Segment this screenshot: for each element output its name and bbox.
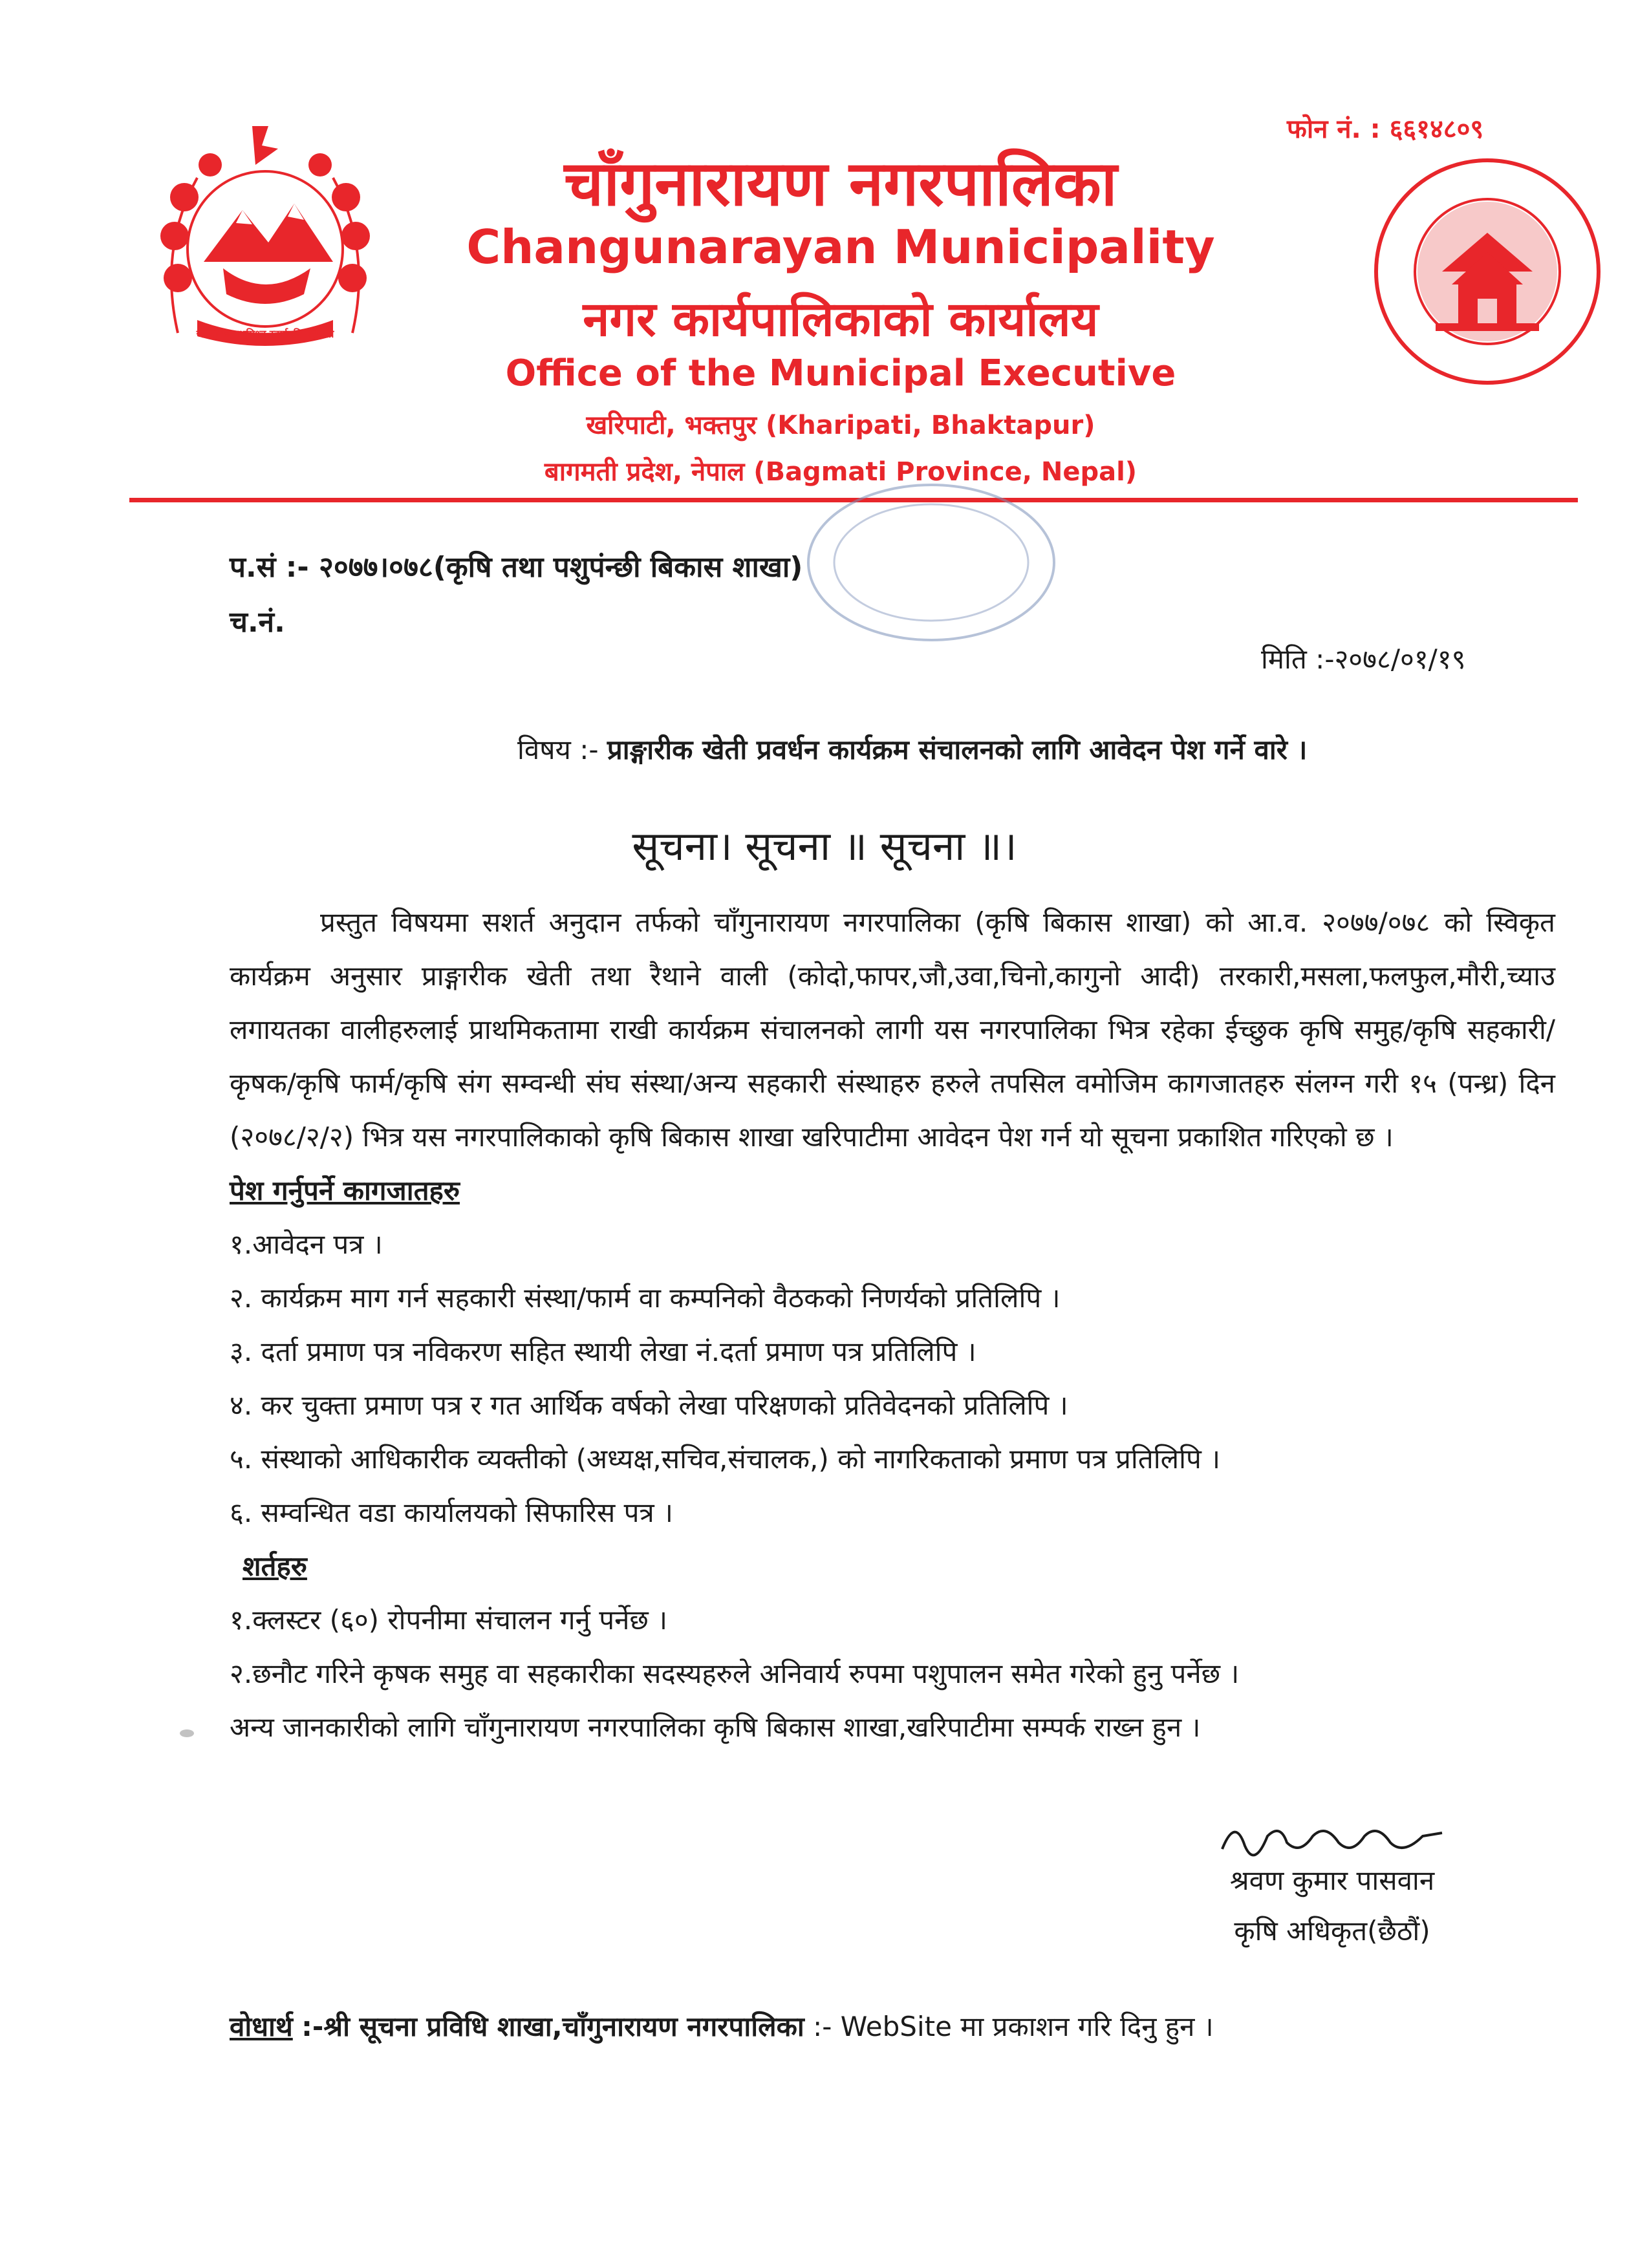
signatory-name: श्रवण कुमार पासवान xyxy=(1229,1865,1435,1896)
letter-body xyxy=(230,895,1555,1754)
body-text: प्रस्तुत विषयमा सशर्त अनुदान तर्फको चाँगुनारायण नगरपालिका (कृषि बिकास शाखा) को आ.व. २०७७/०७८ को स्विकृत कार्यक्रम अनुसार प्राङ्गारीक खेती तथा रैथाने वाली (कोदो,फापर,जौ,उवा,चिनो,कागुनो आदी) तरकारी,मसला,फलफुल,मौरी,च्याउ लगायतका वालीहरुलाई प्राथमिकतामा राखी कार्यक्रम संचालनको लागी यस नगरपालिका भित्र रहेका ईच्छुक कृषि समुह/कृषि सहकारी/कृषक/कृषि फार्म/कृषि संग सम्वन्धी संघ संस्था/अन्य सहकारी संस्थाहरु हरुले तपसिल वमोजिम कागजातहरु संलग्न गरी १५ (पन्ध्र) दिन (२०७८/२/२) भित्र यस नगरपालिकाको कृषि बिकास शाखा खरिपाटीमा आवेदन पेश गर्न यो सूचना प्रकाशित गरिएको छ । xyxy=(230,906,1555,1153)
footer-label: वोधार्थ xyxy=(230,2011,293,2042)
dispatch-number: च.नं. xyxy=(230,606,285,639)
address-2-en: (Bagmati Province, Nepal) xyxy=(753,457,1137,487)
footer-recipient: :-श्री सूचना प्रविधि शाखा,चाँगुनारायण नगरपालिका xyxy=(301,2011,804,2042)
seal-text xyxy=(1377,162,1597,381)
document-item: ६. सम्वन्धित वडा कार्यालयको सिफारिस पत्र । xyxy=(230,1497,673,1528)
scan-smudge xyxy=(180,1729,194,1737)
subject-text: प्राङ्गारीक खेती प्रवर्धन कार्यक्रम संचालनको लागि आवेदन पेश गर्ने वारे । xyxy=(607,734,1308,765)
subject-line xyxy=(517,731,1307,767)
condition-item: १.क्लस्टर (६०) रोपनीमा संचालन गर्नु पर्नेछ । xyxy=(230,1604,668,1636)
signature-block xyxy=(1209,1856,1455,1956)
documents-heading: पेश गर्नुपर्ने कागजातहरु xyxy=(230,1175,460,1206)
municipality-name-en: Changunarayan Municipality xyxy=(466,220,1215,274)
emblem-motto: जननी जन्मभूमिश्च स्वर्गादपि गरीयसी xyxy=(196,328,334,340)
address-line-1 xyxy=(388,406,1293,442)
footer-note: :- WebSite मा प्रकाशन गरि दिनु हुन । xyxy=(813,2011,1214,2042)
office-stamp xyxy=(802,478,1061,647)
office-name-en: Office of the Municipal Executive xyxy=(505,352,1176,394)
document-item: ४. कर चुक्ता प्रमाण पत्र र गत आर्थिक वर्षको लेखा परिक्षणको प्रतिवेदनको प्रतिलिपि । xyxy=(230,1389,1068,1421)
phone-number: फोन नं. : ६६१४८०९ xyxy=(1287,114,1484,144)
conditions-heading: शर्तहरु xyxy=(242,1550,307,1582)
document-item: ३. दर्ता प्रमाण पत्र नविकरण सहित स्थायी लेखा नं.दर्ता प्रमाण पत्र प्रतिलिपि । xyxy=(230,1336,976,1367)
signatory-title: कृषि अधिकृत(छैठौं) xyxy=(1234,1915,1430,1947)
document-item: ५. संस्थाको आधिकारीक व्यक्तीको (अध्यक्ष,सचिव,संचालक,) को नागरिकताको प्रमाण पत्र प्रतिलिपि । xyxy=(230,1443,1221,1475)
notice-title: सूचना। सूचना ॥ सूचना ॥। xyxy=(632,822,1017,870)
address-2-np: बागमती प्रदेश, नेपाल xyxy=(544,457,745,487)
condition-item: २.छनौट गरिने कृषक समुह वा सहकारीका सदस्यहरुले अनिवार्य रुपमा पशुपालन समेत गरेको हुनु पर्नेछ । xyxy=(230,1658,1240,1689)
letter-date: मिति :-२०७८/०१/१९ xyxy=(1261,643,1466,675)
footer-line xyxy=(230,2007,1214,2044)
reference-number: प.सं :- २०७७।०७८(कृषि तथा पशुपंन्छी बिकास शाखा) xyxy=(230,551,803,584)
municipality-name-np: चाँगुनारायण नगरपालिका xyxy=(564,147,1117,220)
document-item: २. कार्यक्रम माग गर्न सहकारी संस्था/फार्म वा कम्पनिको वैठकको निणर्यको प्रतिलिपि । xyxy=(230,1282,1061,1314)
subject-label: विषय :- xyxy=(517,734,599,765)
office-name-np: नगर कार्यपालिकाको कार्यालय xyxy=(583,292,1099,347)
address-1-en: (Kharipati, Bhaktapur) xyxy=(765,411,1095,440)
address-1-np: खरिपाटी, भक्तपुर xyxy=(586,411,757,440)
nepal-emblem-logo xyxy=(139,120,391,356)
contact-line: अन्य जानकारीको लागि चाँगुनारायण नगरपालिका कृषि बिकास शाखा,खरिपाटीमा सम्पर्क राख्न हुन । xyxy=(230,1711,1201,1743)
document-item: १.आवेदन पत्र । xyxy=(230,1228,383,1260)
body-paragraph xyxy=(230,895,1555,1164)
